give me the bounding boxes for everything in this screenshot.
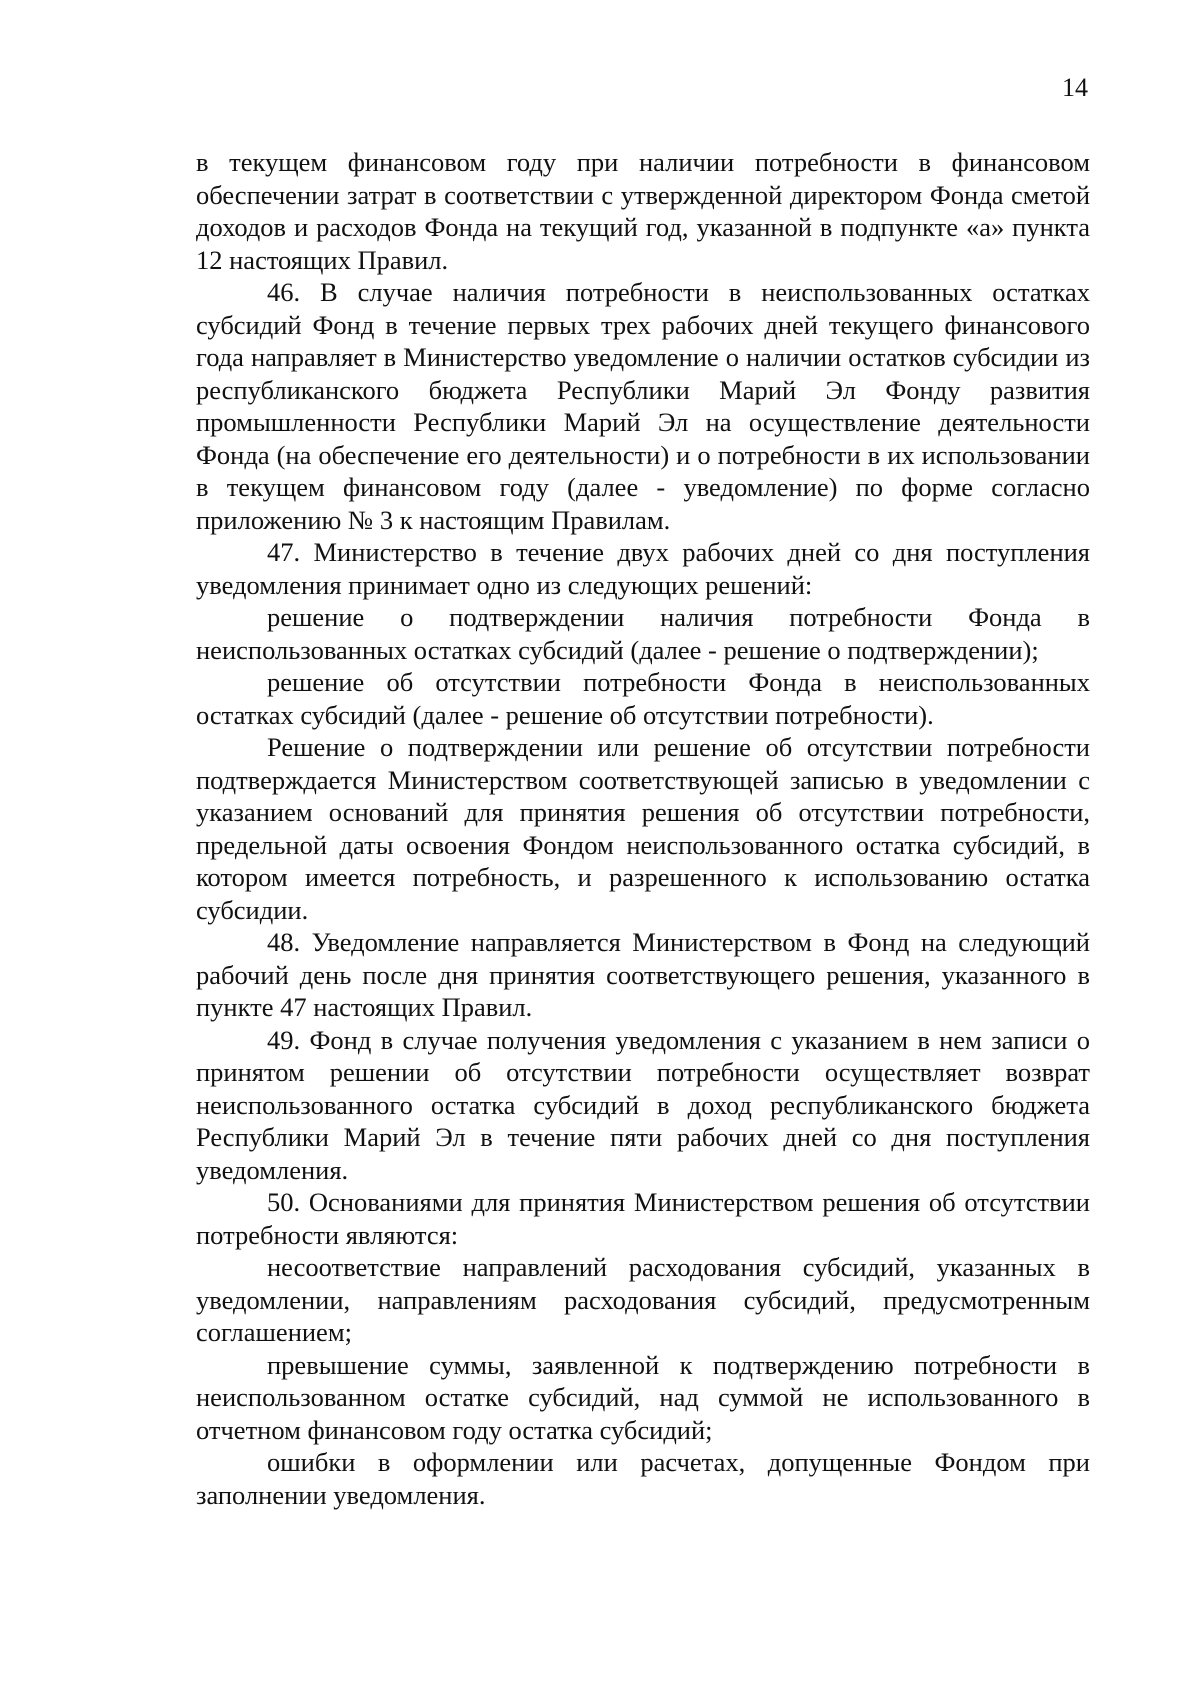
paragraph-ground-errors: ошибки в оформлении или расчетах, допущенные Фондом при заполнении уведомления. <box>196 1447 1090 1510</box>
document-body <box>196 146 1090 1511</box>
paragraph-decision-confirmation: решение о подтверждении наличия потребности Фонда в неиспользованных остатках субсидий (далее - решение о подтверждении); <box>196 602 1090 665</box>
paragraph-ground-mismatch: несоответствие направлений расходования субсидий, указанных в уведомлении, направлениям расходования субсидий, предусмотренным соглашением; <box>196 1252 1090 1347</box>
paragraph-continuation: в текущем финансовом году при наличии потребности в финансовом обеспечении затрат в соответствии с утвержденной директором Фонда сметой доходов и расходов Фонда на текущий год, указанной в подпункте «а» пункта 12 настоящих Правил. <box>196 147 1090 275</box>
paragraph-item-46: 46. В случае наличия потребности в неиспользованных остатках субсидий Фонд в течение первых трех рабочих дней текущего финансового года направляет в Министерство уведомление о наличии остатков субсидии из республиканского бюджета Республики Марий Эл Фонду развития промышленности Республики Марий Эл на осуществление деятельности Фонда (на обеспечение его деятельности) и о потребности в их использовании в текущем финансовом году (далее - уведомление) по форме согласно приложению № 3 к настоящим Правилам. <box>196 277 1090 535</box>
page-number: 14 <box>1062 73 1088 102</box>
paragraph-decision-record: Решение о подтверждении или решение об отсутствии потребности подтверждается Министерством соответствующей записью в уведомлении с указанием оснований для принятия решения об отсутствии потребности, предельной даты освоения Фондом неиспользованного остатка субсидий, в котором имеется потребность, и разрешенного к использованию остатка субсидии. <box>196 732 1090 925</box>
paragraph-ground-excess: превышение суммы, заявленной к подтверждению потребности в неиспользованном остатке субсидий, над суммой не использованного в отчетном финансовом году остатка субсидий; <box>196 1349 1090 1445</box>
paragraph-item-50: 50. Основаниями для принятия Министерством решения об отсутствии потребности являются: <box>196 1187 1090 1250</box>
paragraph-decision-absence: решение об отсутствии потребности Фонда в неиспользованных остатках субсидий (далее - решение об отсутствии потребности). <box>196 667 1090 730</box>
paragraph-item-48: 48. Уведомление направляется Министерством в Фонд на следующий рабочий день после дня принятия соответствующего решения, указанного в пункте 47 настоящих Правил. <box>196 927 1090 1022</box>
paragraph-item-49: 49. Фонд в случае получения уведомления с указанием в нем записи о принятом решении об отсутствии потребности осуществляет возврат неиспользованного остатка субсидий в доход республиканского бюджета Республики Марий Эл в течение пяти рабочих дней со дня поступления уведомления. <box>196 1024 1090 1185</box>
paragraph-item-47: 47. Министерство в течение двух рабочих дней со дня поступления уведомления принимает одно из следующих решений: <box>196 537 1090 600</box>
